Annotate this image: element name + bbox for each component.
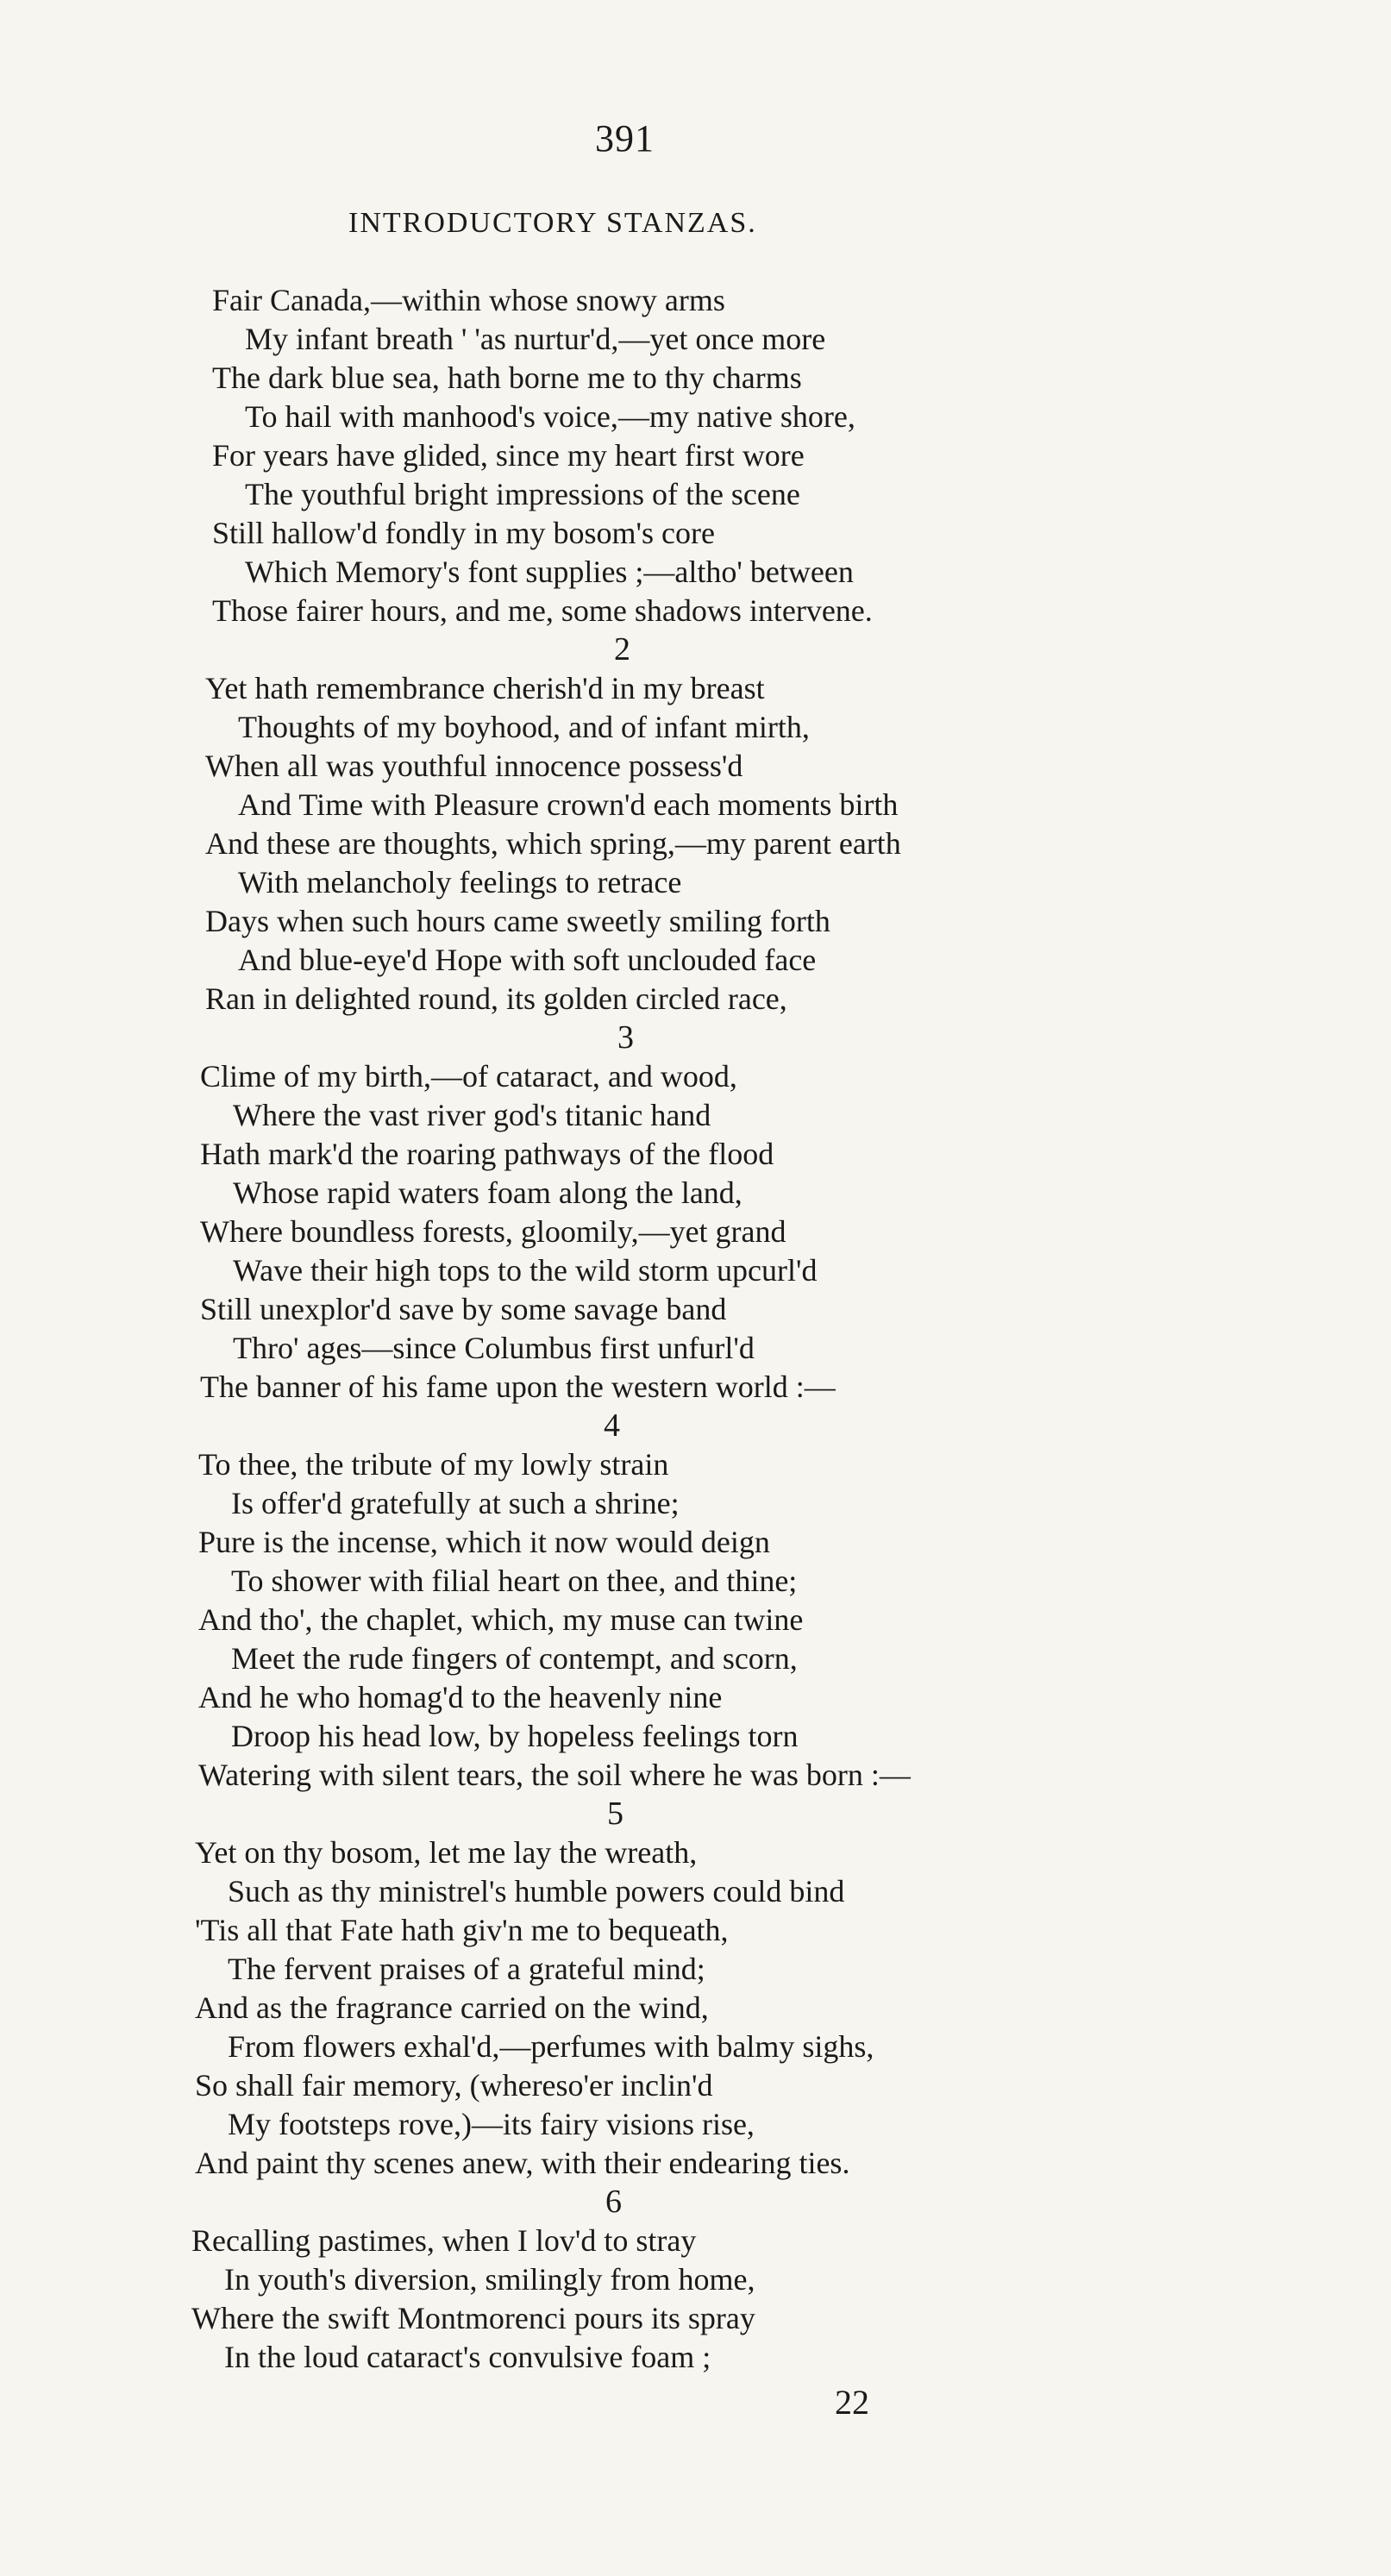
poem-line: For years have glided, since my heart first wore	[212, 438, 805, 473]
poem-line: Where the swift Montmorenci pours its spray	[191, 2301, 755, 2335]
poem-line: To shower with filial heart on thee, and thine;	[231, 1564, 798, 1598]
poem-line: Yet hath remembrance cherish'd in my breast	[205, 671, 765, 705]
poem-line: So shall fair memory, (whereso'er inclin'd	[195, 2068, 713, 2103]
poem-line: In youth's diversion, smilingly from home,	[224, 2262, 755, 2297]
poem-line: The banner of his fame upon the western world :—	[200, 1369, 836, 1404]
page-number: 391	[595, 117, 655, 160]
poem-line: And Time with Pleasure crown'd each moments birth	[238, 787, 899, 822]
poem-line: The fervent praises of a grateful mind;	[228, 1952, 705, 1986]
poem-line: When all was youthful innocence possess'd	[205, 749, 743, 783]
stanza-number: 2	[614, 631, 630, 668]
poem-line: Where boundless forests, gloomily,—yet grand	[200, 1214, 786, 1249]
poem-title: INTRODUCTORY STANZAS.	[348, 207, 757, 239]
poem-line: My footsteps rove,)—its fairy visions rise,	[228, 2107, 755, 2141]
poem-line: Such as thy ministrel's humble powers could bind	[228, 1874, 845, 1908]
poem-line: Whose rapid waters foam along the land,	[233, 1175, 742, 1210]
poem-line: Thoughts of my boyhood, and of infant mirth,	[238, 710, 810, 744]
poem-line: From flowers exhal'd,—perfumes with balmy sighs,	[228, 2029, 874, 2064]
poem-line: Where the vast river god's titanic hand	[233, 1098, 711, 1132]
stanza-number: 3	[617, 1019, 634, 1056]
stanza-number: 6	[605, 2184, 622, 2220]
poem-line: The youthful bright impressions of the scene	[245, 477, 800, 511]
poem-line: Days when such hours came sweetly smiling forth	[205, 904, 830, 938]
signature-mark: 22	[835, 2383, 869, 2422]
poem-line: Droop his head low, by hopeless feelings torn	[231, 1719, 799, 1753]
poem-line: And tho', the chaplet, which, my muse can twine	[198, 1602, 804, 1637]
poem-line: Recalling pastimes, when I lov'd to stray	[191, 2223, 697, 2258]
poem-line: And as the fragrance carried on the wind,	[195, 1990, 709, 2025]
poem-line: Thro' ages—since Columbus first unfurl'd	[233, 1331, 755, 1365]
poem-line: And blue-eye'd Hope with soft unclouded face	[238, 943, 817, 977]
poem-line: Clime of my birth,—of cataract, and wood,	[200, 1059, 737, 1094]
poem-line: Fair Canada,—within whose snowy arms	[212, 283, 725, 317]
poem-line: Ran in delighted round, its golden circled race,	[205, 981, 787, 1016]
poem-line: And paint thy scenes anew, with their endearing ties.	[195, 2146, 850, 2180]
poem-line: Still hallow'd fondly in my bosom's core	[212, 516, 715, 550]
poem-line: Meet the rude fingers of contempt, and scorn,	[231, 1641, 798, 1676]
poem-line: Watering with silent tears, the soil where he was born :—	[198, 1758, 911, 1792]
stanza-number: 5	[607, 1796, 623, 1832]
poem-line: To thee, the tribute of my lowly strain	[198, 1447, 669, 1482]
poem-line: Pure is the incense, which it now would deign	[198, 1525, 770, 1559]
poem-line: Those fairer hours, and me, some shadows intervene.	[212, 593, 873, 628]
poem-line: My infant breath ' 'as nurtur'd,—yet once more	[245, 322, 826, 356]
poem-line: Is offer'd gratefully at such a shrine;	[231, 1486, 680, 1520]
stanza-number: 4	[604, 1407, 620, 1444]
poem-line: 'Tis all that Fate hath giv'n me to bequeath,	[195, 1913, 729, 1947]
poem-line: Hath mark'd the roaring pathways of the flood	[200, 1137, 774, 1171]
poem-line: Which Memory's font supplies ;—altho' between	[245, 555, 854, 589]
poem-line: And these are thoughts, which spring,—my parent earth	[205, 826, 901, 861]
poem-line: With melancholy feelings to retrace	[238, 865, 682, 899]
poem-line: Still unexplor'd save by some savage band	[200, 1292, 727, 1326]
poem-line: The dark blue sea, hath borne me to thy charms	[212, 360, 802, 395]
poem-line: Wave their high tops to the wild storm upcurl'd	[233, 1253, 818, 1288]
poem-line: To hail with manhood's voice,—my native shore,	[245, 399, 855, 434]
poem-line: Yet on thy bosom, let me lay the wreath,	[195, 1835, 698, 1870]
poem-line: In the loud cataract's convulsive foam ;	[224, 2340, 711, 2374]
poem-line: And he who homag'd to the heavenly nine	[198, 1680, 723, 1714]
